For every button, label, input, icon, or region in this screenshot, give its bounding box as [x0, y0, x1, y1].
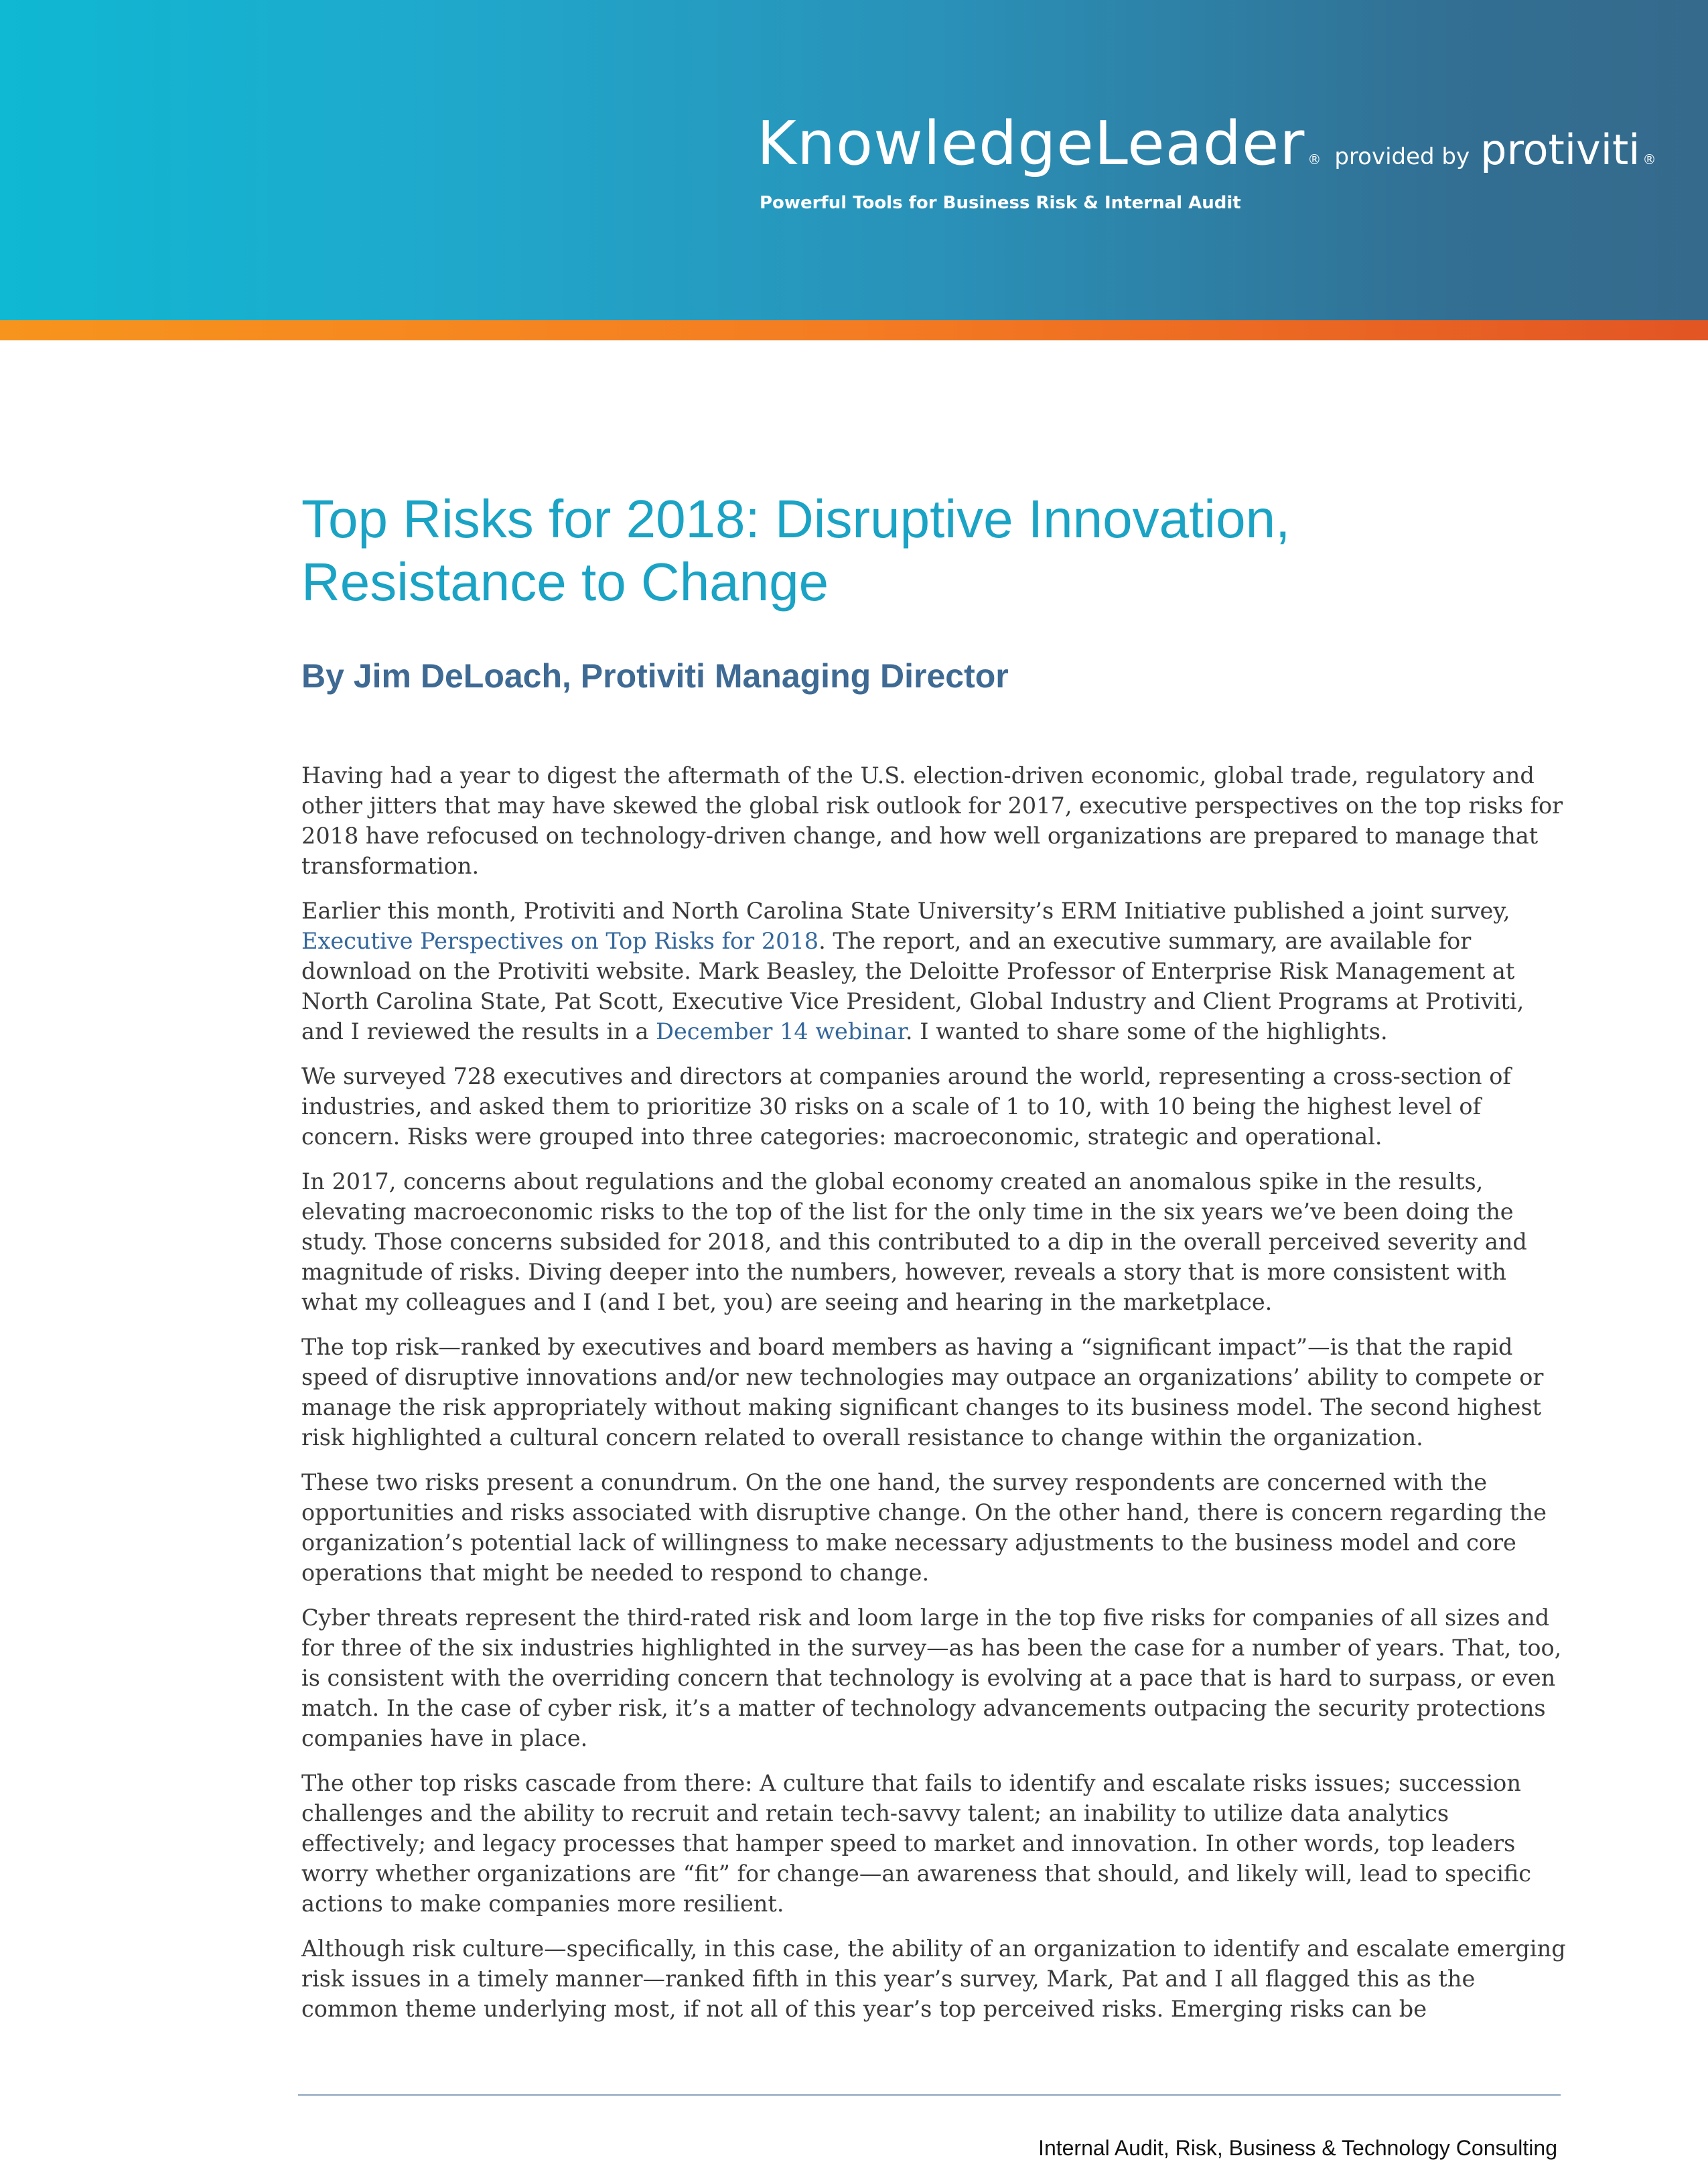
brand-logo[interactable]: [757, 109, 1656, 213]
paragraph-4: In 2017, concerns about regulations and the global economy created an anomalous spike in the results, elevating macroeconomic risks to the top of the list for the only time in the six years we’ve been doing the study. Those concerns subsided for 2018, and this contributed to a dip in the overall perceived severity and magnitude of risks. Diving deeper into the numbers, however, reveals a story that is more consistent with what my colleagues and I (and I bet, you) are seeing and hearing in the marketplace.: [301, 1168, 1527, 1315]
paragraph-9: Although risk culture—specifically, in this case, the ability of an organization to identify and escalate emerging risk issues in a timely manner—ranked fifth in this year’s survey, Mark, Pat and I all flagged this as the common theme underlying most, if not all of this year’s top perceived risks. Emerging risks can be: [301, 1936, 1566, 2022]
december-webinar-link[interactable]: December 14 webinar: [656, 1018, 906, 1044]
paragraph-6: These two risks present a conundrum. On the one hand, the survey respondents are concerned with the opportunities and risks associated with disruptive change. On the other hand, there is concern regarding the organization’s potential lack of willingness to make necessary adjustments to the business model and core operations that might be needed to respond to change.: [301, 1469, 1547, 1586]
partner-name: protiviti: [1480, 125, 1640, 174]
brand-registered-mark: ®: [1307, 151, 1322, 167]
paragraph-2-text-c: . I wanted to share some of the highlights.: [905, 1018, 1388, 1044]
header-banner: [0, 0, 1708, 320]
paragraph-5: The top risk—ranked by executives and board members as having a “significant impact”—is that the rapid speed of disruptive innovations and/or new technologies may outpace an organizations’ ability to compete or manage the risk appropriately without making significant changes to its business model. The second highest risk highlighted a cultural concern related to overall resistance to change within the organization.: [301, 1334, 1544, 1450]
brand-name: KnowledgeLeader: [757, 109, 1305, 179]
article-body: [301, 760, 1567, 2039]
footer-text: Internal Audit, Risk, Business & Technology Consulting: [1038, 2136, 1557, 2160]
paragraph-2: [301, 896, 1567, 1046]
paragraph-1: Having had a year to digest the aftermath of the U.S. election-driven economic, global trade, regulatory and other jitters that may have skewed the global risk outlook for 2017, executive perspectives on the top risks for 2018 have refocused on technology-driven change, and how well organizations are prepared to manage that transformation.: [301, 762, 1563, 879]
partner-registered-mark: ®: [1642, 151, 1656, 167]
executive-perspectives-link[interactable]: Executive Perspectives on Top Risks for 2018: [301, 928, 819, 954]
article-byline: By Jim DeLoach, Protiviti Managing Director: [301, 657, 1009, 695]
paragraph-7: Cyber threats represent the third-rated risk and loom large in the top five risks for companies of all sizes and for three of the six industries highlighted in the survey—as has been the case for a number of years. That, too, is consistent with the overriding concern that technology is evolving at a pace that is hard to surpass, or even match. In the case of cyber risk, it’s a matter of technology advancements outpacing the security protections companies have in place.: [301, 1605, 1562, 1751]
paragraph-2-text-b: . The report, and an executive summary, are available for download on the Protiviti website. Mark Beasley, the Deloitte Professor of Enterprise Risk Management at North Carolina State, Pat Scott, Executive Vice President, Global Industry and Client Programs at Protiviti, and I reviewed the results in a: [301, 928, 1524, 1044]
provided-by-label: provided by: [1334, 143, 1470, 170]
brand-tagline: Powerful Tools for Business Risk & Internal Audit: [760, 193, 1241, 213]
paragraph-2-text-a: Earlier this month, Protiviti and North Carolina State University’s ERM Initiative published a joint survey,: [301, 898, 1510, 924]
header-accent-stripe: [0, 320, 1708, 340]
paragraph-8: The other top risks cascade from there: A culture that fails to identify and escalate risks issues; succession challenges and the ability to recruit and retain tech-savvy talent; an inability to utilize data analytics effectively; and legacy processes that hamper speed to market and innovation. In other words, top leaders worry whether organizations are “fit” for change—an awareness that should, and likely will, lead to specific actions to make companies more resilient.: [301, 1770, 1532, 1917]
paragraph-3: We surveyed 728 executives and directors at companies around the world, representing a cross-section of industries, and asked them to prioritize 30 risks on a scale of 1 to 10, with 10 being the highest level of concern. Risks were grouped into three categories: macroeconomic, strategic and operational.: [301, 1063, 1511, 1150]
footer-divider: [298, 2094, 1561, 2096]
article-title: Top Risks for 2018: Disruptive Innovation, Resistance to Change: [301, 489, 1291, 612]
